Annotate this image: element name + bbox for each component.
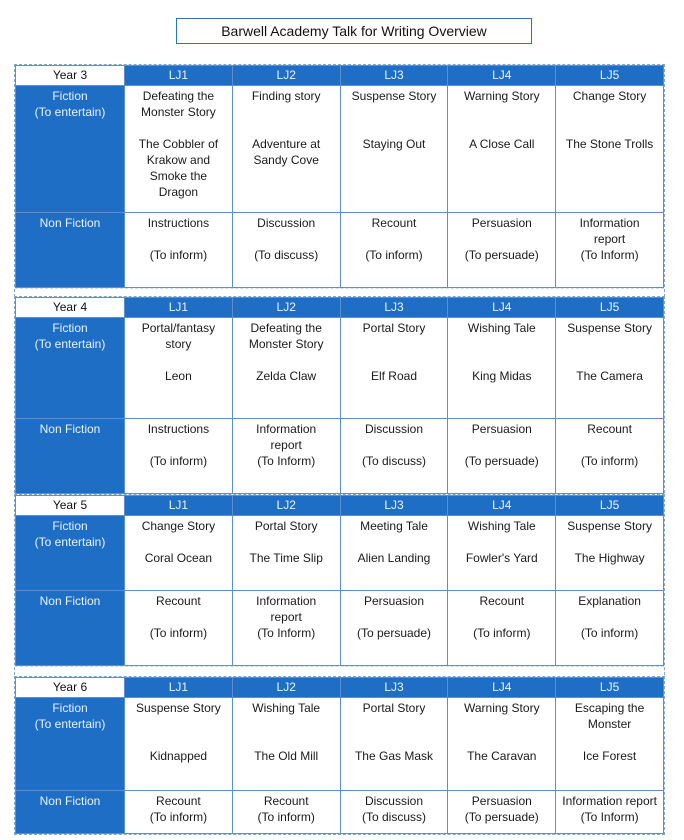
cell-line: Defeating the <box>142 89 215 103</box>
cell-line: Information <box>579 216 640 230</box>
cell-line: Wishing Tale <box>467 321 536 335</box>
column-header-lj2: LJ2 <box>232 298 340 318</box>
column-header-lj4: LJ4 <box>448 298 556 318</box>
column-header-lj3: LJ3 <box>340 678 448 698</box>
cell-line <box>128 534 229 550</box>
fiction-cell <box>340 318 448 419</box>
year-label: Year 4 <box>16 298 125 318</box>
cell-line: The Cobbler of <box>138 137 219 151</box>
cell-line <box>236 732 337 748</box>
year-table <box>15 65 664 288</box>
cell-line <box>128 352 229 368</box>
nonfiction-label: Non Fiction <box>16 791 125 834</box>
year-label: Year 5 <box>16 496 125 516</box>
column-header-lj2: LJ2 <box>232 66 340 86</box>
cell-line <box>559 534 660 550</box>
cell-line: (To Inform) <box>580 248 639 262</box>
column-header-lj4: LJ4 <box>448 496 556 516</box>
cell-line: (To Inform) <box>257 626 316 640</box>
cell-line: Krakow and <box>146 153 211 167</box>
nonfiction-row <box>16 213 664 288</box>
cell-line: (To inform) <box>149 626 208 640</box>
year-block <box>14 494 665 690</box>
cell-line: A Close Call <box>469 137 535 151</box>
cell-line <box>559 104 660 120</box>
cell-line: Meeting Tale <box>360 519 428 533</box>
cell-line <box>451 104 552 120</box>
cell-line: (To entertain) <box>34 717 106 731</box>
cell-line: (To inform) <box>365 248 423 262</box>
cell-line: Recount <box>156 594 201 608</box>
cell-line: Sandy Cove <box>253 153 319 167</box>
cell-line: (To inform) <box>257 810 315 824</box>
column-header-lj4: LJ4 <box>448 678 556 698</box>
cell-line: Persuasion <box>471 794 532 808</box>
cell-line <box>128 716 229 732</box>
fiction-cell <box>448 516 556 591</box>
cell-line: Discussion <box>364 422 423 436</box>
cell-line: Suspense Story <box>567 321 652 335</box>
cell-line: Portal/fantasy <box>141 321 216 335</box>
cell-line: Zelda Claw <box>256 369 317 383</box>
fiction-row <box>16 318 664 419</box>
nonfiction-cell <box>340 419 448 494</box>
cell-line: Defeating the <box>250 321 322 335</box>
cell-line: Recount <box>156 794 201 808</box>
cell-line: (To inform) <box>149 248 208 262</box>
header-row <box>16 66 664 86</box>
cell-line: Monster Story <box>248 337 324 351</box>
nonfiction-cell <box>340 791 448 834</box>
nonfiction-cell <box>448 591 556 666</box>
cell-line: Persuasion <box>471 216 532 230</box>
cell-line: The Gas Mask <box>354 749 433 763</box>
cell-line: (To entertain) <box>34 105 106 119</box>
cell-line: Kidnapped <box>149 749 208 763</box>
cell-line: Recount <box>587 422 632 436</box>
cell-line <box>559 336 660 352</box>
column-header-lj5: LJ5 <box>556 496 664 516</box>
cell-line: report <box>270 438 302 452</box>
fiction-cell <box>556 86 664 213</box>
cell-line <box>559 732 660 748</box>
cell-line: (To persuade) <box>464 810 539 824</box>
cell-line: Elf Road <box>370 369 417 383</box>
cell-line: (To Inform) <box>257 454 316 468</box>
nonfiction-label: Non Fiction <box>16 591 125 666</box>
cell-line <box>451 716 552 732</box>
cell-line: Alien Landing <box>357 551 431 565</box>
cell-line: Adventure at <box>252 137 321 151</box>
cell-line <box>236 534 337 550</box>
cell-line <box>344 352 445 368</box>
cell-line: (To persuade) <box>464 248 539 262</box>
cell-line: The Highway <box>574 551 645 565</box>
cell-line: Discussion <box>257 216 316 230</box>
cell-line <box>451 732 552 748</box>
nonfiction-cell <box>448 791 556 834</box>
cell-line <box>344 120 445 136</box>
cell-line <box>344 732 445 748</box>
cell-line <box>559 437 660 453</box>
header-row <box>16 496 664 516</box>
nonfiction-row <box>16 419 664 494</box>
fiction-cell <box>125 516 233 591</box>
year-block <box>14 296 665 518</box>
cell-line: story <box>165 337 192 351</box>
nonfiction-cell <box>556 419 664 494</box>
cell-line <box>451 437 552 453</box>
header-row <box>16 678 664 698</box>
cell-line: Finding story <box>251 89 321 103</box>
document-title: Barwell Academy Talk for Writing Overview <box>176 18 532 44</box>
year-block <box>14 64 665 312</box>
fiction-row <box>16 86 664 213</box>
cell-line: Explanation <box>578 594 641 608</box>
cell-line <box>128 732 229 748</box>
cell-line <box>344 534 445 550</box>
cell-line <box>451 352 552 368</box>
cell-line: Monster Story <box>141 105 216 119</box>
cell-line: Fiction <box>52 519 88 533</box>
nonfiction-cell <box>448 419 556 494</box>
fiction-cell <box>125 698 233 791</box>
cell-line: Suspense Story <box>351 89 437 103</box>
cell-line: King Midas <box>472 369 532 383</box>
cell-line <box>451 231 552 247</box>
column-header-lj5: LJ5 <box>556 298 664 318</box>
cell-line: The Caravan <box>467 749 537 763</box>
column-header-lj3: LJ3 <box>340 496 448 516</box>
fiction-cell <box>448 318 556 419</box>
cell-line: Persuasion <box>363 594 425 608</box>
cell-line: Change Story <box>141 519 216 533</box>
cell-line: Recount <box>263 794 309 808</box>
cell-line: Fiction <box>52 89 88 103</box>
cell-line <box>236 104 337 120</box>
column-header-lj4: LJ4 <box>448 66 556 86</box>
year-block <box>14 676 665 835</box>
nonfiction-label: Non Fiction <box>16 213 125 288</box>
fiction-cell <box>448 698 556 791</box>
cell-line: Smoke the <box>149 169 208 183</box>
cell-line: (To inform) <box>149 454 208 468</box>
nonfiction-cell <box>448 213 556 288</box>
year-table <box>15 297 664 494</box>
cell-line: Monster <box>587 717 632 731</box>
cell-line: Information report <box>562 794 657 808</box>
cell-line <box>451 609 552 625</box>
cell-line: Staying Out <box>362 137 426 151</box>
cell-line <box>451 534 552 550</box>
column-header-lj1: LJ1 <box>125 496 233 516</box>
cell-line: Warning Story <box>463 89 540 103</box>
cell-line <box>344 609 445 625</box>
cell-line: Wishing Tale <box>467 519 536 533</box>
cell-line: (To inform) <box>473 626 531 640</box>
cell-line: The Time Slip <box>249 551 323 565</box>
cell-line: (To discuss) <box>361 454 426 468</box>
nonfiction-cell <box>125 213 233 288</box>
fiction-label <box>16 698 125 791</box>
cell-line: Discussion <box>364 794 423 808</box>
fiction-label <box>16 86 125 213</box>
column-header-lj1: LJ1 <box>125 66 233 86</box>
cell-line: Fiction <box>52 321 88 335</box>
column-header-lj1: LJ1 <box>125 298 233 318</box>
cell-line: (To inform) <box>149 810 208 824</box>
year-label: Year 6 <box>16 678 125 698</box>
cell-line: Fowler's Yard <box>465 551 538 565</box>
cell-line <box>344 231 445 247</box>
cell-line: Recount <box>371 216 417 230</box>
year-label: Year 3 <box>16 66 125 86</box>
nonfiction-cell <box>340 213 448 288</box>
cell-line: Information <box>256 594 317 608</box>
column-header-lj1: LJ1 <box>125 678 233 698</box>
cell-line: (To inform) <box>580 626 639 640</box>
cell-line: Persuasion <box>471 422 532 436</box>
cell-line: Information <box>256 422 317 436</box>
nonfiction-cell <box>125 419 233 494</box>
cell-line <box>128 437 229 453</box>
cell-line <box>344 104 445 120</box>
cell-line: (To discuss) <box>361 810 426 824</box>
fiction-cell <box>340 86 448 213</box>
cell-line: The Stone Trolls <box>565 137 654 151</box>
nonfiction-label: Non Fiction <box>16 419 125 494</box>
cell-line: Portal Story <box>362 321 426 335</box>
nonfiction-cell <box>556 591 664 666</box>
cell-line: The Old Mill <box>254 749 319 763</box>
fiction-cell <box>125 318 233 419</box>
cell-line <box>236 716 337 732</box>
fiction-cell <box>448 86 556 213</box>
cell-line: (To persuade) <box>356 626 432 640</box>
cell-line <box>344 437 445 453</box>
cell-line <box>128 609 229 625</box>
fiction-label <box>16 318 125 419</box>
nonfiction-cell <box>340 591 448 666</box>
cell-line: Dragon <box>158 185 199 199</box>
cell-line <box>559 120 660 136</box>
cell-line: Instructions <box>147 422 210 436</box>
cell-line <box>451 336 552 352</box>
fiction-label <box>16 516 125 591</box>
cell-line <box>559 352 660 368</box>
fiction-cell <box>556 698 664 791</box>
column-header-lj3: LJ3 <box>340 66 448 86</box>
cell-line: Instructions <box>147 216 210 230</box>
cell-line: The Camera <box>576 369 643 383</box>
fiction-cell <box>232 86 340 213</box>
cell-line: Ice Forest <box>582 749 637 763</box>
cell-line: (To inform) <box>580 454 639 468</box>
cell-line <box>236 231 337 247</box>
nonfiction-row <box>16 591 664 666</box>
nonfiction-cell <box>232 213 340 288</box>
cell-line: report <box>593 232 626 246</box>
cell-line: (To persuade) <box>464 454 539 468</box>
fiction-cell <box>232 318 340 419</box>
nonfiction-cell <box>556 213 664 288</box>
fiction-cell <box>125 86 233 213</box>
cell-line: report <box>270 610 302 624</box>
column-header-lj2: LJ2 <box>232 496 340 516</box>
cell-line: Leon <box>165 369 192 383</box>
column-header-lj3: LJ3 <box>340 298 448 318</box>
nonfiction-cell <box>556 791 664 834</box>
cell-line <box>236 352 337 368</box>
fiction-row <box>16 516 664 591</box>
nonfiction-cell <box>232 591 340 666</box>
cell-line <box>344 336 445 352</box>
nonfiction-row <box>16 791 664 834</box>
fiction-cell <box>556 318 664 419</box>
cell-line: Recount <box>479 594 525 608</box>
fiction-cell <box>340 516 448 591</box>
column-header-lj5: LJ5 <box>556 66 664 86</box>
fiction-cell <box>232 516 340 591</box>
cell-line: Fiction <box>52 701 88 715</box>
cell-line: Warning Story <box>463 701 540 715</box>
year-table <box>15 677 664 834</box>
cell-line: (To Inform) <box>580 810 639 824</box>
cell-line: Coral Ocean <box>144 551 213 565</box>
cell-line <box>236 120 337 136</box>
column-header-lj5: LJ5 <box>556 678 664 698</box>
header-row <box>16 298 664 318</box>
nonfiction-cell <box>125 591 233 666</box>
cell-line: (To entertain) <box>34 337 106 351</box>
cell-line <box>344 716 445 732</box>
cell-line: (To discuss) <box>254 248 319 262</box>
cell-line: Portal Story <box>254 519 318 533</box>
fiction-cell <box>556 516 664 591</box>
column-header-lj2: LJ2 <box>232 678 340 698</box>
cell-line <box>559 609 660 625</box>
nonfiction-cell <box>232 791 340 834</box>
fiction-cell <box>340 698 448 791</box>
fiction-row <box>16 698 664 791</box>
year-table <box>15 495 664 666</box>
cell-line: Suspense Story <box>136 701 221 715</box>
cell-line: Suspense Story <box>567 519 652 533</box>
nonfiction-cell <box>125 791 233 834</box>
cell-line: (To entertain) <box>34 535 106 549</box>
cell-line <box>128 120 229 136</box>
cell-line: Wishing Tale <box>252 701 321 715</box>
cell-line: Escaping the <box>574 701 645 715</box>
nonfiction-cell <box>232 419 340 494</box>
cell-line <box>451 120 552 136</box>
fiction-cell <box>232 698 340 791</box>
cell-line <box>128 231 229 247</box>
cell-line: Change Story <box>572 89 647 103</box>
cell-line: Portal Story <box>362 701 426 715</box>
